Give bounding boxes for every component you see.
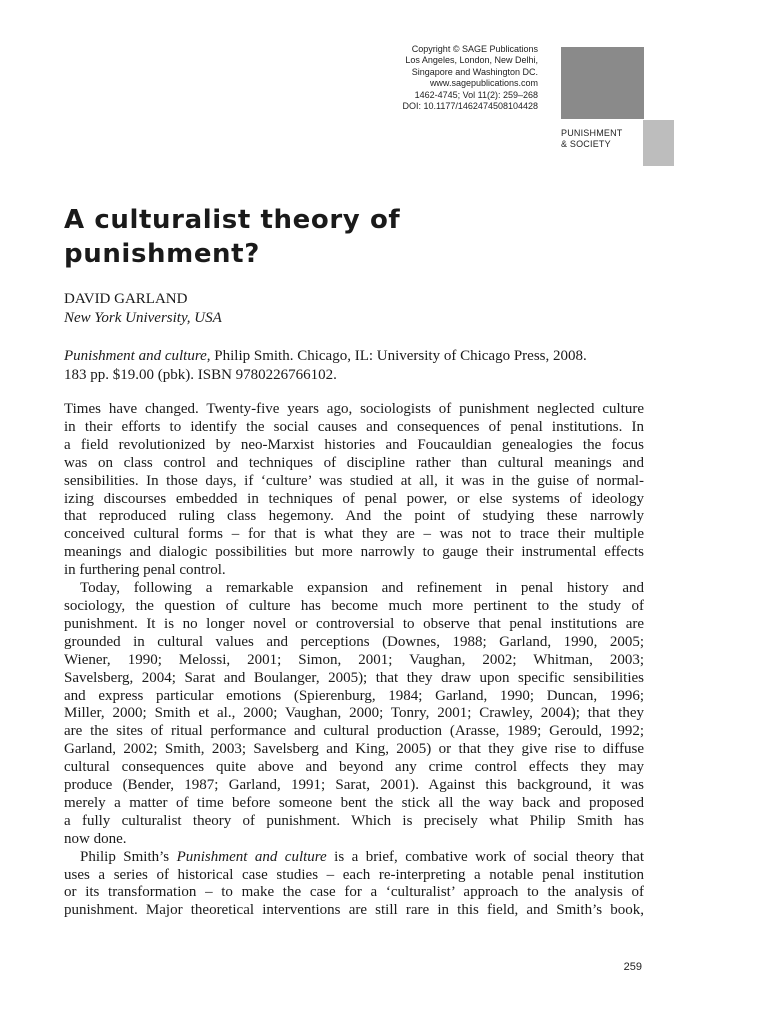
body-line: a fully culturalist theory of punishment. Which is precisely what Philip Smith has	[64, 812, 644, 829]
body-line: Today, following a remarkable expansion and refinement in penal history and	[80, 580, 644, 597]
copyright-line: Copyright © SAGE Publications	[411, 44, 538, 54]
book-review-citation	[64, 347, 644, 385]
body-line: in furthering penal control.	[64, 562, 226, 579]
body-text-run: Philip Smith’s	[80, 848, 177, 865]
author-name: DAVID GARLAND	[64, 291, 188, 307]
body-line: Miller, 2000; Smith et al., 2000; Vaughan, 2000; Tonry, 2001; Crawley, 2004); that they	[64, 705, 644, 722]
article-body	[64, 401, 644, 920]
journal-name-line: & SOCIETY	[561, 139, 611, 149]
journal-logo-light-block	[643, 120, 674, 166]
body-line: Wiener, 1990; Melossi, 2001; Simon, 2001; Vaughan, 2002; Whitman, 2003;	[64, 651, 644, 668]
journal-name	[561, 128, 623, 150]
body-line: sociology, the question of culture has become much more pertinent to the study of	[64, 597, 644, 614]
body-line: or its transformation – to make the case for a ‘culturalist’ approach to the analysis of	[64, 884, 644, 901]
body-line: merely a matter of time before someone bent the stick all the way back and proposed	[64, 794, 644, 811]
body-line: a field revolutionized by neo-Marxist histories and Foucauldian genealogies the focus	[64, 436, 644, 453]
body-line: in their efforts to identify the social causes and consequences of penal institutions. In	[64, 418, 644, 435]
body-line: produce (Bender, 1987; Garland, 1991; Sarat, 2001). Against this background, it was	[64, 777, 644, 794]
body-line	[64, 849, 644, 867]
citation-details: , Philip Smith. Chicago, IL: University of Chicago Press, 2008.	[206, 348, 587, 364]
body-text-run: is a brief, combative work of social theory that	[326, 848, 644, 865]
body-line: was on class control and techniques of discipline rather than cultural meanings and	[64, 454, 644, 471]
body-line: Savelsberg, 2004; Sarat and Boulanger, 2005); that they draw upon specific sensibilities	[64, 669, 644, 686]
body-line: meanings and dialogic possibilities but more narrowly to gauge their instrumental effects	[64, 544, 644, 561]
author-affiliation: New York University, USA	[64, 310, 222, 326]
body-line: conceived cultural forms – for that is what they are – was not to trace their multiple	[64, 526, 644, 543]
article-title-line: punishment?	[64, 239, 260, 269]
body-line: now done.	[64, 830, 127, 847]
page-number: 259	[623, 961, 642, 973]
copyright-line: 1462-4745; Vol 11(2): 259–268	[414, 89, 538, 100]
body-line: grounded in cultural values and perceptions (Downes, 1988; Garland, 1990, 2005;	[64, 633, 644, 650]
book-title: Punishment and culture	[64, 348, 207, 364]
journal-logo-dark-block	[561, 47, 644, 119]
body-line: uses a series of historical case studies – each re-interpreting a notable penal institution	[64, 866, 644, 883]
journal-name-line: PUNISHMENT	[561, 128, 623, 138]
body-line: cultural consequences quite above and beyond any crime control effects they may	[64, 759, 644, 776]
body-line: punishment. Major theoretical interventions are still rare in this field, and Smith’s book,	[64, 902, 644, 919]
body-line: punishment. It is no longer novel or controversial to observe that penal institutions are	[64, 615, 644, 632]
copyright-line: Singapore and Washington DC.	[411, 66, 538, 77]
body-line: and express particular emotions (Spierenburg, 1984; Garland, 1990; Duncan, 1996;	[64, 687, 644, 704]
citation-line-1	[64, 347, 644, 366]
copyright-line: Los Angeles, London, New Delhi,	[405, 55, 538, 66]
body-line: that reproduced ruling class hegemony. And the point of studying these narrowly	[64, 508, 644, 525]
body-line: izing discourses embedded in techniques of penal power, or else systems of ideology	[64, 490, 644, 507]
body-line: sensibilities. In those days, if ‘culture’ was studied at all, it was in the guise of normal-	[64, 472, 644, 489]
body-line: Garland, 2002; Smith, 2003; Savelsberg and King, 2005) or that they give rise to diffuse	[64, 741, 644, 758]
copyright-line: DOI: 10.1177/1462474508104428	[402, 101, 538, 112]
article-title	[64, 203, 584, 271]
citation-line-2: 183 pp. $19.00 (pbk). ISBN 9780226766102.	[64, 367, 337, 383]
body-line: are the sites of ritual performance and cultural production (Arasse, 1989; Gerould, 1992;	[64, 723, 644, 740]
body-line: Times have changed. Twenty-five years ago, sociologists of punishment neglected culture	[64, 401, 644, 417]
book-title-inline: Punishment and culture	[176, 848, 327, 865]
copyright-block	[403, 44, 538, 112]
article-title-line: A culturalist theory of	[64, 205, 401, 235]
copyright-line: www.sagepublications.com	[429, 78, 538, 89]
